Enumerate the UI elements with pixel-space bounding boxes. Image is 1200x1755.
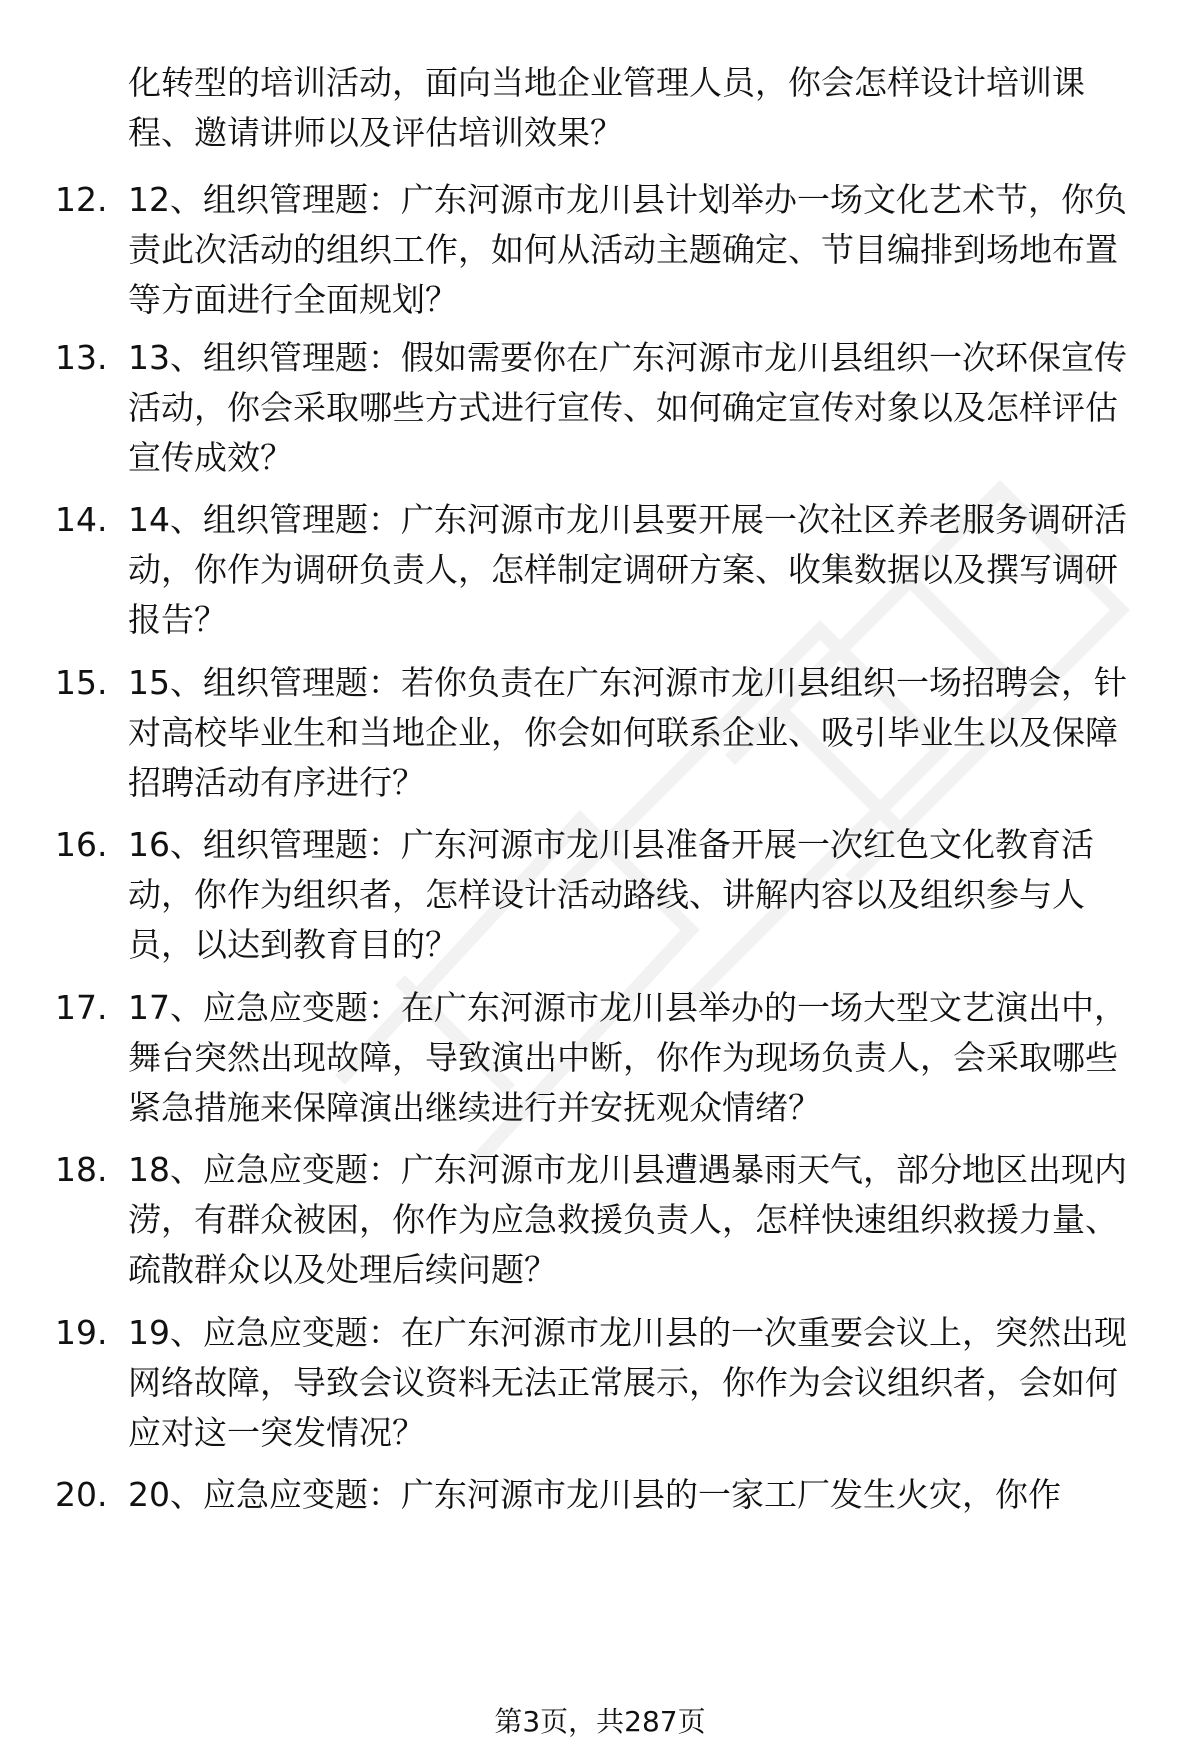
list-item-text: 20、应急应变题：广东河源市龙川县的一家工厂发生火灾，你作 — [128, 1475, 1061, 1514]
list-item-number: 16. — [55, 825, 108, 864]
list-item-text: 13、组织管理题：假如需要你在广东河源市龙川县组织一次环保宣传活动，你会采取哪些方式进行宣传、如何确定宣传对象以及怎样评估宣传成效？ — [128, 338, 1127, 477]
page-footer: 第3页，共287页 — [494, 1705, 706, 1738]
list-item-text: 19、应急应变题：在广东河源市龙川县的一次重要会议上，突然出现网络故障，导致会议资料无法正常展示，你作为会议组织者，会如何应对这一突发情况？ — [128, 1313, 1127, 1452]
list-item-number: 20. — [55, 1475, 108, 1514]
list-item-text: 12、组织管理题：广东河源市龙川县计划举办一场文化艺术节，你负责此次活动的组织工作，如何从活动主题确定、节目编排到场地布置等方面进行全面规划？ — [128, 180, 1127, 319]
list-item-number: 13. — [55, 338, 108, 377]
list-item-text: 15、组织管理题：若你负责在广东河源市龙川县组织一场招聘会，针对高校毕业生和当地企业，你会如何联系企业、吸引毕业生以及保障招聘活动有序进行？ — [128, 663, 1127, 802]
list-item-number: 18. — [55, 1150, 108, 1189]
list-item-number: 15. — [55, 663, 108, 702]
list-item-text: 18、应急应变题：广东河源市龙川县遭遇暴雨天气，部分地区出现内涝，有群众被困，你作为应急救援负责人，怎样快速组织救援力量、疏散群众以及处理后续问题？ — [128, 1150, 1127, 1289]
list-item-number: 19. — [55, 1313, 108, 1352]
list-item-number: 17. — [55, 988, 108, 1027]
list-item-text: 14、组织管理题：广东河源市龙川县要开展一次社区养老服务调研活动，你作为调研负责人，怎样制定调研方案、收集数据以及撰写调研报告？ — [128, 500, 1127, 639]
list-item-text: 17、应急应变题：在广东河源市龙川县举办的一场大型文艺演出中，舞台突然出现故障，导致演出中断，你作为现场负责人，会采取哪些紧急措施来保障演出继续进行并安抚观众情绪？ — [128, 988, 1127, 1127]
list-item-number: 12. — [55, 180, 108, 219]
list-item-number: 14. — [55, 500, 108, 539]
continuation-paragraph: 化转型的培训活动，面向当地企业管理人员，你会怎样设计培训课程、邀请讲师以及评估培训效果？ — [128, 63, 1085, 152]
list-item-text: 16、组织管理题：广东河源市龙川县准备开展一次红色文化教育活动，你作为组织者，怎样设计活动路线、讲解内容以及组织参与人员，以达到教育目的？ — [128, 825, 1094, 964]
